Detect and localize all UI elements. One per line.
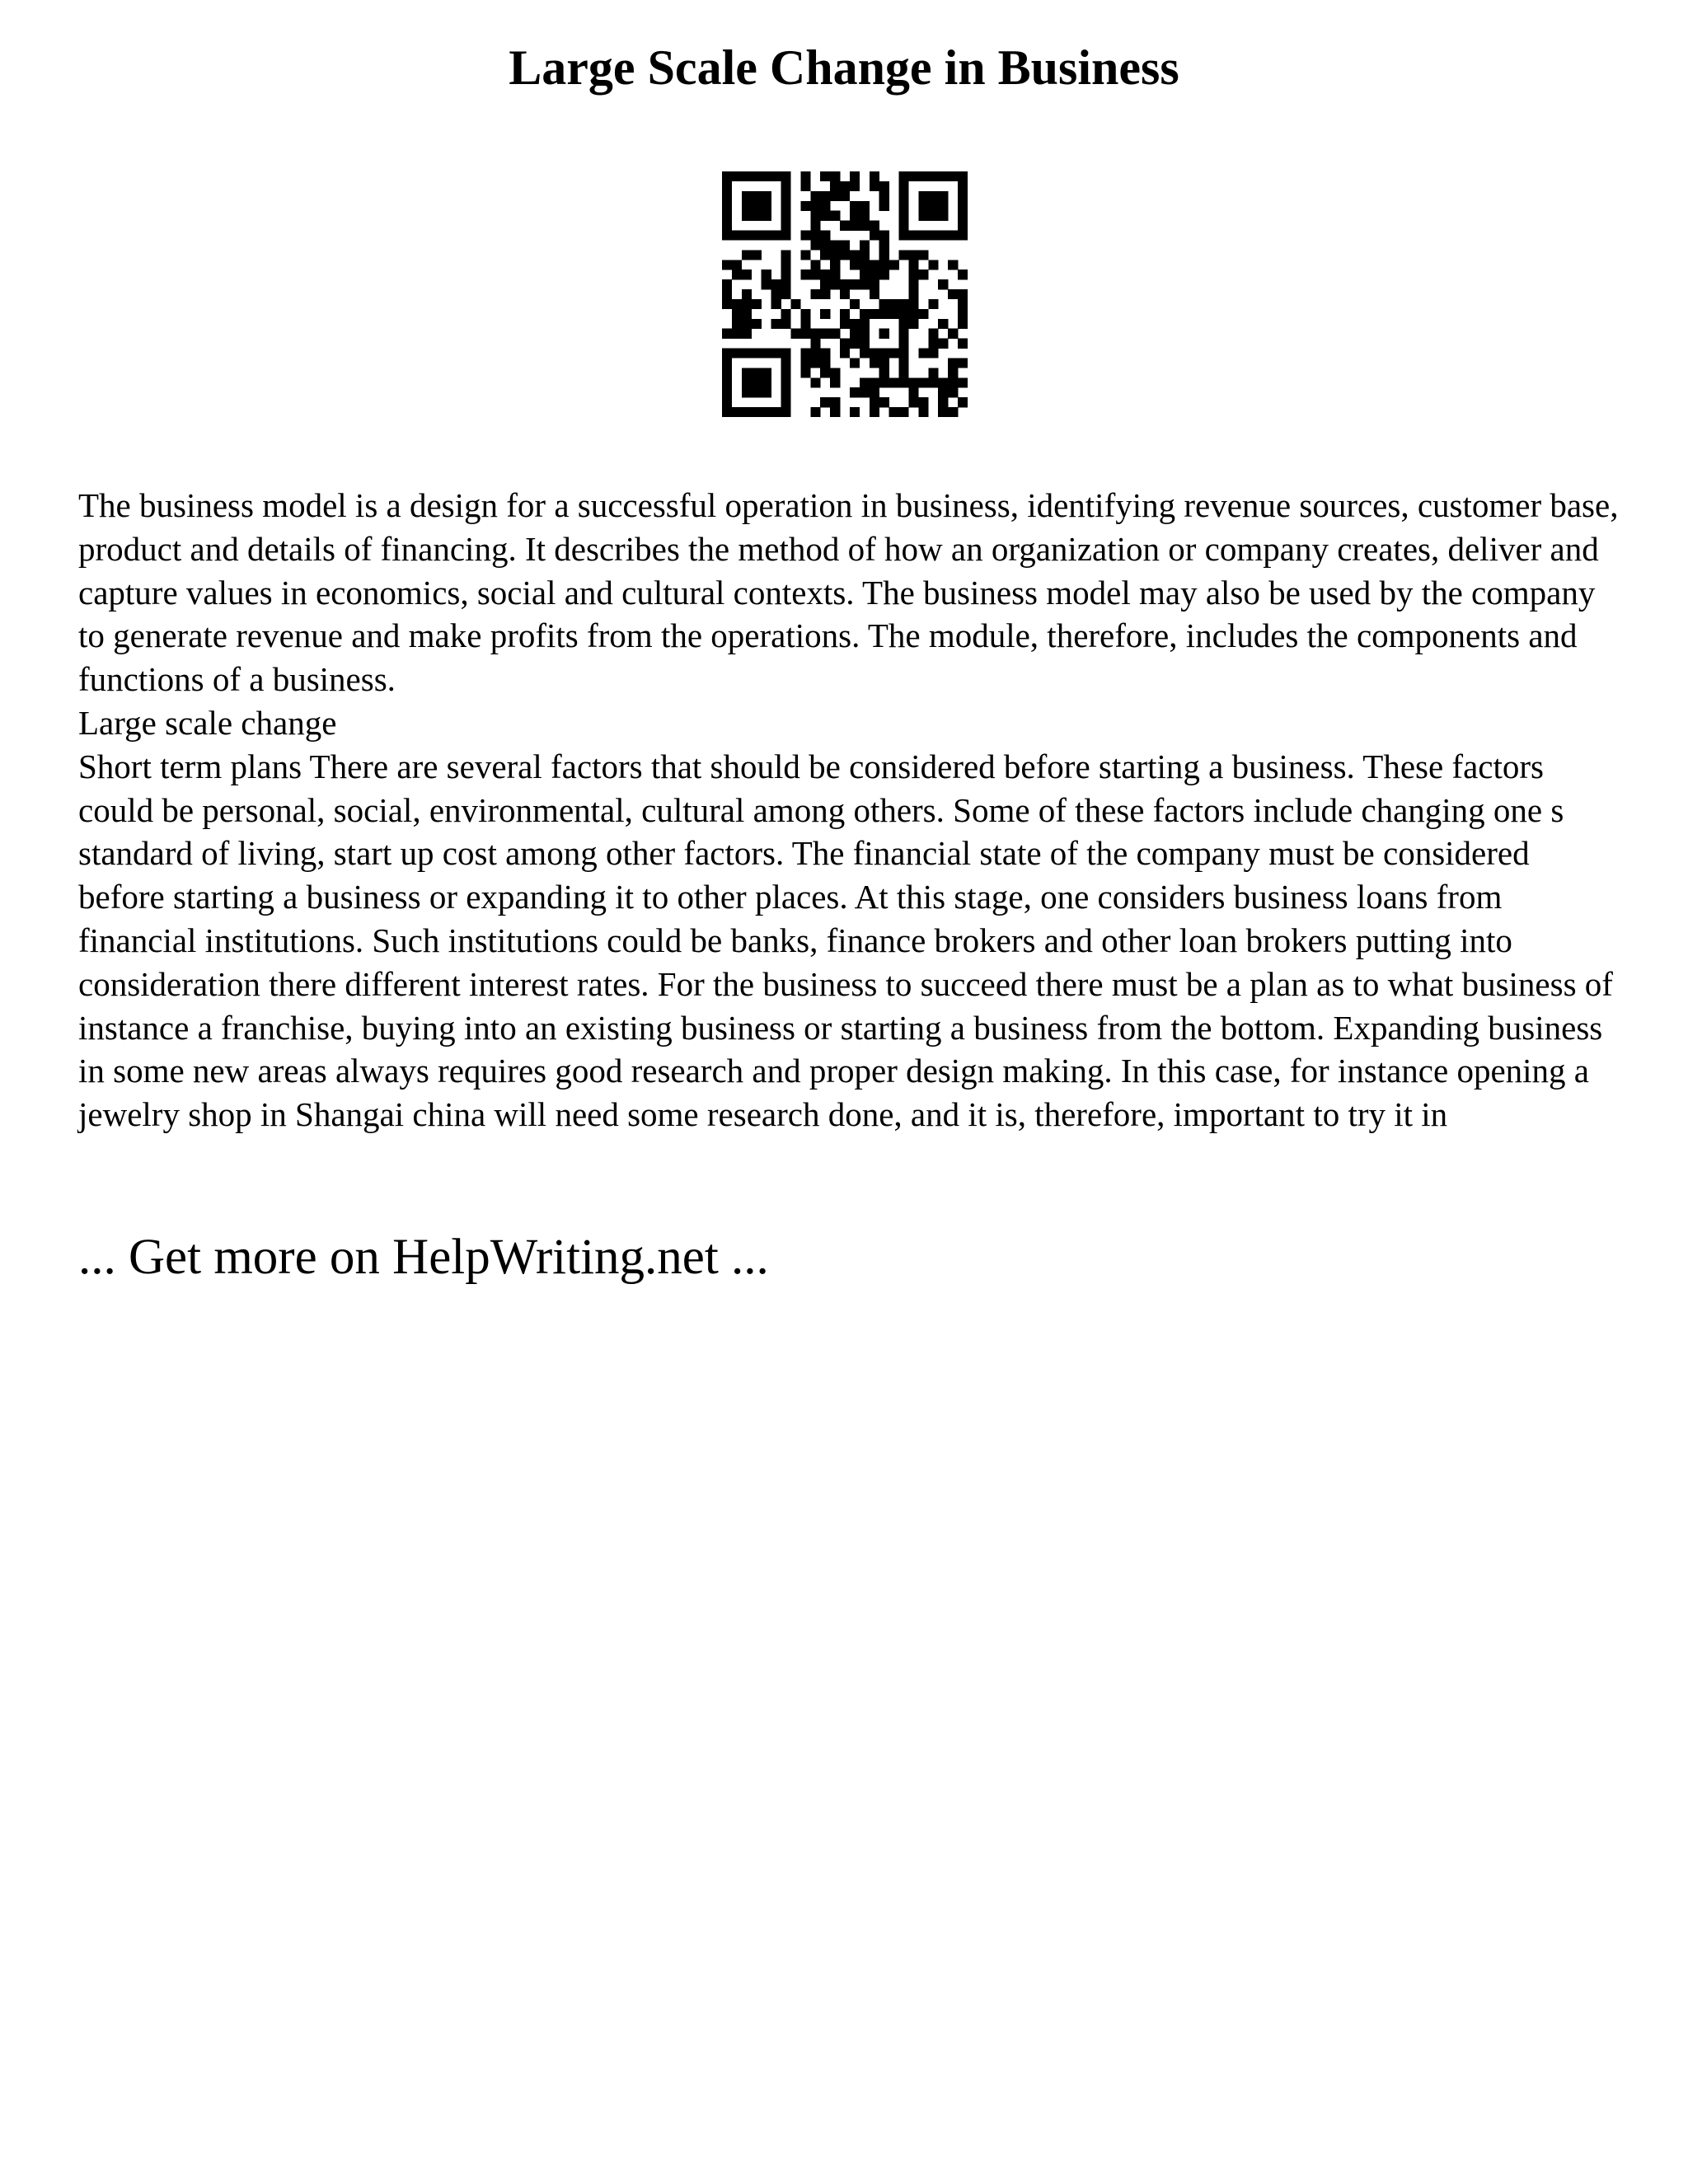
page-title: Large Scale Change in Business xyxy=(509,40,1179,95)
qr-code-icon xyxy=(722,171,968,417)
section-heading: Large scale change xyxy=(78,703,337,742)
article-body xyxy=(78,484,1620,1137)
get-more-link[interactable]: ... Get more on HelpWriting.net ... xyxy=(78,1230,769,1285)
paragraph-intro: The business model is a design for a successful operation in business, identifying revenue sources, customer base, product and details of financing. It describes the method of how an organization or company creates, deliver and capture values in economics, social and cultural contexts. The business model may also be used by the company to generate revenue and make profits from the operations. The module, therefore, includes the components and functions of a business. xyxy=(78,486,1619,699)
paragraph-short-term-plans: Short term plans There are several factors that should be considered before starting a business. These factors could be personal, social, environmental, cultural among others. Some of these factors include changing one s standard of living, start up cost among other factors. The financial state of the company must be considered before starting a business or expanding it to other places. At this stage, one considers business loans from financial institutions. Such institutions could be banks, finance brokers and other loan brokers putting into consideration there different interest rates. For the business to succeed there must be a plan as to what business of instance a franchise, buying into an existing business or starting a business from the bottom. Expanding business in some new areas always requires good research and proper design making. In this case, for instance opening a jewelry shop in Shangai china will need some research done, and it is, therefore, important to try it in xyxy=(78,747,1613,1134)
